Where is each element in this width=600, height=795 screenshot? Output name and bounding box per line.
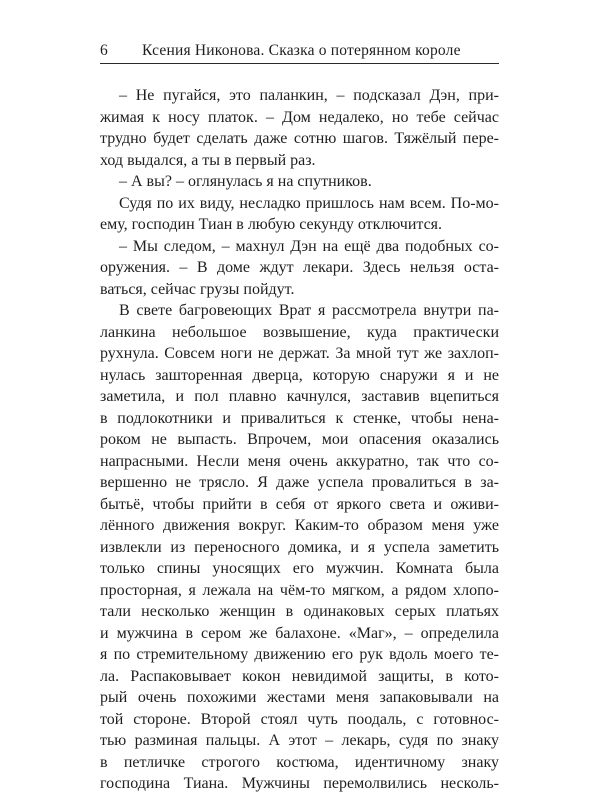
text-line: рый очень похожими жестами меня запаковывали на (100, 689, 499, 706)
body-text (100, 85, 499, 795)
text-line: тали несколько женщин в одинаковых серых платьях (100, 603, 499, 620)
text-line: трудно будет сделать даже сотню шагов. Тяжёлый пере- (100, 130, 499, 147)
text-line: и мужчина в сером же балахоне. «Маг», – определила (100, 624, 499, 642)
text-line: в подлокотники и привалиться к стенке, чтобы нена- (100, 409, 499, 427)
text-line: ваться, сейчас грузы пойдут. (100, 280, 295, 298)
text-line: – Мы следом, – махнул Дэн на ещё два подобных со- (119, 237, 499, 255)
text-line: той стороне. Второй стоял чуть поодаль, с готовнос- (100, 710, 499, 728)
text-line: напрасными. Несли меня очень аккуратно, так что со- (100, 452, 499, 470)
text-line: господина Тиана. Мужчины перемолвились несколь- (100, 775, 499, 792)
page-number: 6 (100, 42, 108, 59)
text-line: я по стремительному движению его рук вдоль моего те- (100, 646, 499, 663)
text-line: лённого движения вокруг. Каким-то образом меня уже (100, 517, 499, 534)
text-line: извлекли из переносного домика, и я успела заметить (100, 538, 499, 556)
text-line: роком не выпасть. Впрочем, мои опасения оказались (100, 431, 499, 448)
text-line: В свете багровеющих Врат я рассмотрела внутри па- (119, 302, 499, 319)
text-line: – Не пугайся, это паланкин, – подсказал Дэн, при- (119, 87, 499, 104)
text-line: оружения. – В доме ждут лекари. Здесь нельзя оста- (100, 259, 499, 276)
running-header (100, 41, 499, 64)
text-line: в петличке строгого костюма, идентичному знаку (100, 753, 499, 771)
text-line: ход выдался, а ты в первый раз. (100, 151, 316, 169)
text-line: ему, господин Тиан в любую секунду отключится. (100, 216, 443, 233)
text-line: только спины уносящих его мужчин. Комната была (100, 560, 499, 577)
text-line: – А вы? – оглянулась я на спутников. (119, 173, 372, 190)
text-line: ла. Распаковывает кокон невидимой защиты, в кото- (100, 667, 499, 685)
text-line: рухнула. Совсем ноги не держат. За мной тут же захлоп- (100, 345, 499, 362)
text-line: нулась зашторенная дверца, которую снаружи я и не (100, 366, 499, 384)
text-line: тью разминая пальцы. А этот – лекарь, судя по знаку (100, 732, 499, 749)
text-line: заметила, и пол плавно качнулся, заставив вцепиться (100, 388, 499, 405)
text-line: Судя по их виду, несладко пришлось нам всем. По-мо- (119, 194, 499, 212)
text-line: просторная, я лежала на чём-то мягком, а рядом хлопо- (100, 581, 499, 599)
text-line: вершенно не трясло. Я даже успела провалиться в за- (100, 474, 499, 491)
text-line: ланкина небольшое возвышение, куда практически (100, 323, 499, 341)
running-title: Ксения Никонова. Сказка о потерянном короле (142, 42, 461, 59)
text-line: жимая к носу платок. – Дом недалеко, но тебе сейчас (100, 108, 499, 126)
text-line: бытьё, чтобы прийти в себя от яркого света и оживи- (100, 495, 499, 513)
